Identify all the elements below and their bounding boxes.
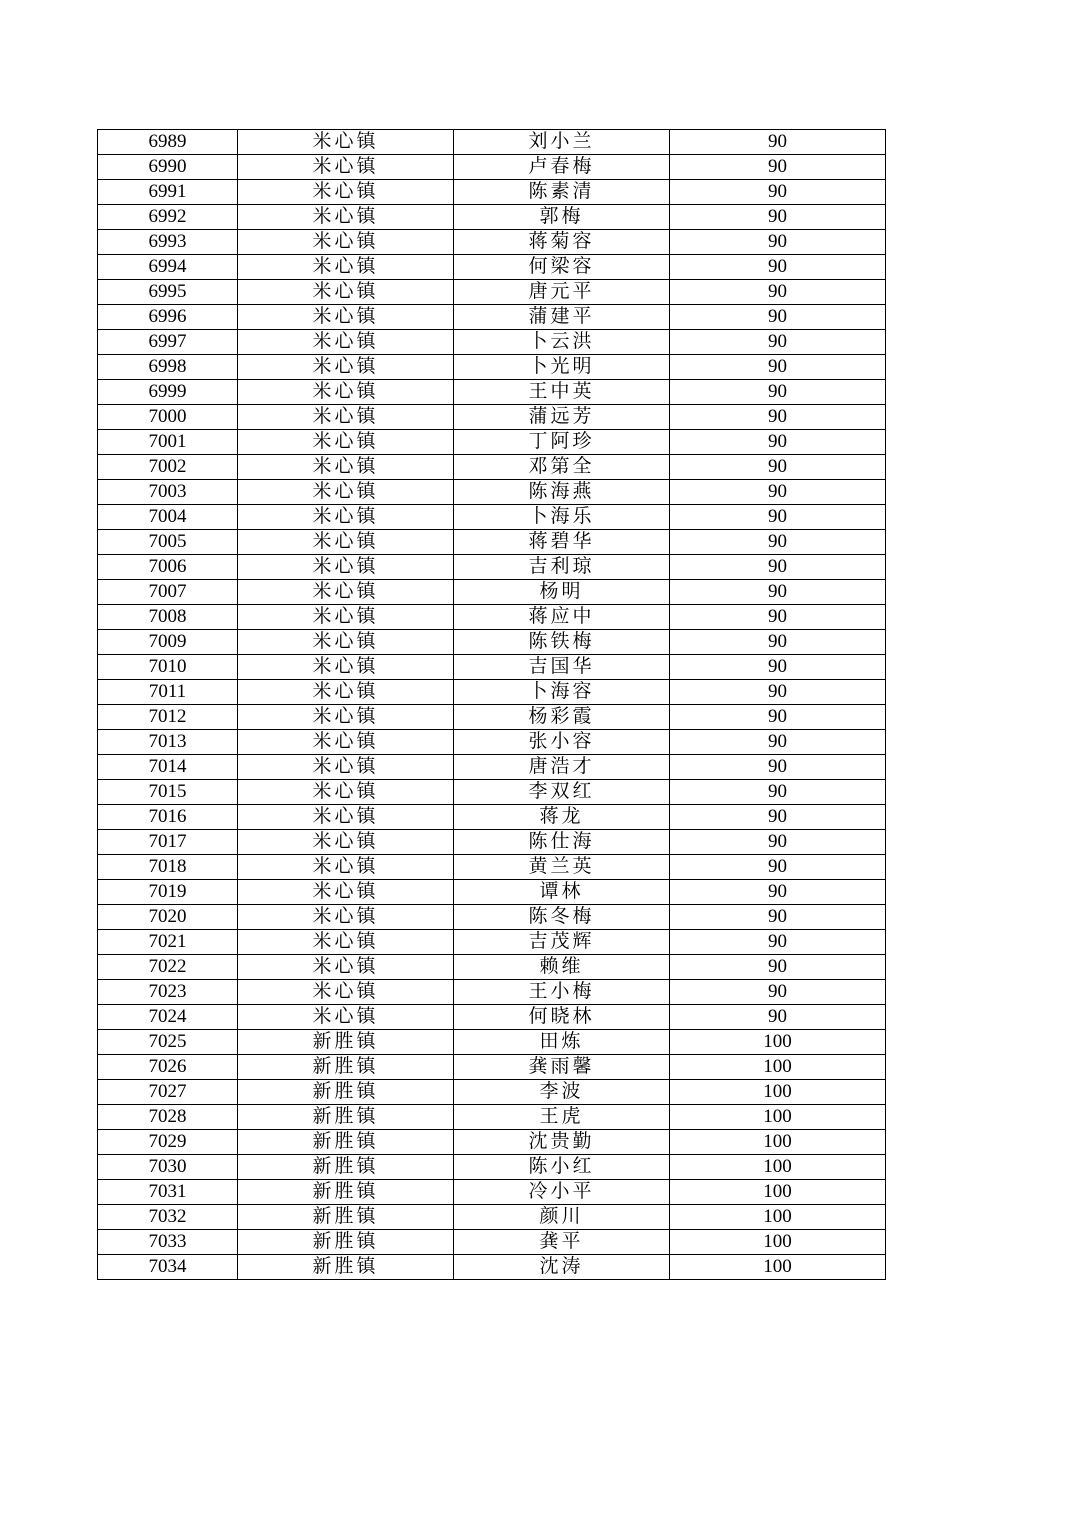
- table-row: [98, 730, 886, 755]
- town-cell: 米心镇: [238, 955, 454, 980]
- serial-number-cell: 6992: [98, 205, 238, 230]
- table-row: [98, 205, 886, 230]
- person-name-cell: 陈海燕: [454, 480, 670, 505]
- serial-number-cell: 7031: [98, 1180, 238, 1205]
- table-row: [98, 530, 886, 555]
- serial-number-cell: 6990: [98, 155, 238, 180]
- serial-number-cell: 7029: [98, 1130, 238, 1155]
- amount-cell: 90: [670, 130, 886, 155]
- person-name-cell: 蒋碧华: [454, 530, 670, 555]
- town-cell: 米心镇: [238, 530, 454, 555]
- table-row: [98, 380, 886, 405]
- amount-cell: 90: [670, 180, 886, 205]
- person-name-cell: 唐浩才: [454, 755, 670, 780]
- table-row: [98, 1055, 886, 1080]
- person-name-cell: 李双红: [454, 780, 670, 805]
- table-row: [98, 630, 886, 655]
- amount-cell: 90: [670, 1005, 886, 1030]
- person-name-cell: 沈贵勤: [454, 1130, 670, 1155]
- person-name-cell: 冷小平: [454, 1180, 670, 1205]
- amount-cell: 100: [670, 1155, 886, 1180]
- table-row: [98, 1255, 886, 1280]
- town-cell: 米心镇: [238, 455, 454, 480]
- town-cell: 米心镇: [238, 1005, 454, 1030]
- person-name-cell: 沈涛: [454, 1255, 670, 1280]
- serial-number-cell: 7022: [98, 955, 238, 980]
- person-name-cell: 唐元平: [454, 280, 670, 305]
- person-name-cell: 丁阿珍: [454, 430, 670, 455]
- amount-cell: 90: [670, 555, 886, 580]
- person-name-cell: 卜海容: [454, 680, 670, 705]
- amount-cell: 90: [670, 705, 886, 730]
- table-row: [98, 655, 886, 680]
- amount-cell: 90: [670, 630, 886, 655]
- table-row: [98, 855, 886, 880]
- data-table: [97, 129, 886, 1280]
- serial-number-cell: 7004: [98, 505, 238, 530]
- town-cell: 米心镇: [238, 805, 454, 830]
- town-cell: 新胜镇: [238, 1030, 454, 1055]
- amount-cell: 90: [670, 155, 886, 180]
- table-row: [98, 230, 886, 255]
- amount-cell: 90: [670, 455, 886, 480]
- person-name-cell: 王虎: [454, 1105, 670, 1130]
- town-cell: 米心镇: [238, 655, 454, 680]
- person-name-cell: 颜川: [454, 1205, 670, 1230]
- person-name-cell: 陈铁梅: [454, 630, 670, 655]
- table-row: [98, 455, 886, 480]
- amount-cell: 90: [670, 805, 886, 830]
- serial-number-cell: 7034: [98, 1255, 238, 1280]
- table-row: [98, 905, 886, 930]
- table-row: [98, 955, 886, 980]
- table-row: [98, 555, 886, 580]
- person-name-cell: 陈小红: [454, 1155, 670, 1180]
- town-cell: 新胜镇: [238, 1080, 454, 1105]
- serial-number-cell: 6989: [98, 130, 238, 155]
- table-row: [98, 580, 886, 605]
- person-name-cell: 卜海乐: [454, 505, 670, 530]
- person-name-cell: 蒋菊容: [454, 230, 670, 255]
- town-cell: 新胜镇: [238, 1230, 454, 1255]
- amount-cell: 90: [670, 955, 886, 980]
- serial-number-cell: 7030: [98, 1155, 238, 1180]
- table-row: [98, 1005, 886, 1030]
- town-cell: 米心镇: [238, 555, 454, 580]
- table-row: [98, 1180, 886, 1205]
- person-name-cell: 张小容: [454, 730, 670, 755]
- person-name-cell: 黄兰英: [454, 855, 670, 880]
- table-row: [98, 330, 886, 355]
- amount-cell: 90: [670, 580, 886, 605]
- person-name-cell: 王小梅: [454, 980, 670, 1005]
- serial-number-cell: 7013: [98, 730, 238, 755]
- table-body: [98, 130, 886, 1280]
- table-row: [98, 605, 886, 630]
- table-row: [98, 505, 886, 530]
- town-cell: 米心镇: [238, 480, 454, 505]
- town-cell: 米心镇: [238, 505, 454, 530]
- table-row: [98, 780, 886, 805]
- person-name-cell: 何梁容: [454, 255, 670, 280]
- town-cell: 米心镇: [238, 705, 454, 730]
- serial-number-cell: 7003: [98, 480, 238, 505]
- table-row: [98, 1230, 886, 1255]
- person-name-cell: 蒋龙: [454, 805, 670, 830]
- town-cell: 米心镇: [238, 380, 454, 405]
- person-name-cell: 蒲建平: [454, 305, 670, 330]
- table-row: [98, 305, 886, 330]
- serial-number-cell: 7017: [98, 830, 238, 855]
- amount-cell: 90: [670, 205, 886, 230]
- table-row: [98, 1130, 886, 1155]
- person-name-cell: 刘小兰: [454, 130, 670, 155]
- serial-number-cell: 6995: [98, 280, 238, 305]
- amount-cell: 90: [670, 505, 886, 530]
- amount-cell: 90: [670, 480, 886, 505]
- town-cell: 新胜镇: [238, 1105, 454, 1130]
- table-row: [98, 930, 886, 955]
- table-row: [98, 155, 886, 180]
- person-name-cell: 何晓林: [454, 1005, 670, 1030]
- table-row: [98, 405, 886, 430]
- serial-number-cell: 7000: [98, 405, 238, 430]
- serial-number-cell: 7033: [98, 1230, 238, 1255]
- town-cell: 米心镇: [238, 205, 454, 230]
- table-row: [98, 430, 886, 455]
- amount-cell: 100: [670, 1130, 886, 1155]
- amount-cell: 100: [670, 1030, 886, 1055]
- town-cell: 米心镇: [238, 855, 454, 880]
- person-name-cell: 蒲远芳: [454, 405, 670, 430]
- amount-cell: 90: [670, 655, 886, 680]
- amount-cell: 90: [670, 280, 886, 305]
- table-row: [98, 1155, 886, 1180]
- serial-number-cell: 6997: [98, 330, 238, 355]
- amount-cell: 100: [670, 1230, 886, 1255]
- serial-number-cell: 7014: [98, 755, 238, 780]
- amount-cell: 90: [670, 755, 886, 780]
- serial-number-cell: 7020: [98, 905, 238, 930]
- serial-number-cell: 7005: [98, 530, 238, 555]
- serial-number-cell: 6999: [98, 380, 238, 405]
- serial-number-cell: 7016: [98, 805, 238, 830]
- serial-number-cell: 6994: [98, 255, 238, 280]
- serial-number-cell: 7011: [98, 680, 238, 705]
- table-row: [98, 980, 886, 1005]
- serial-number-cell: 7002: [98, 455, 238, 480]
- table-row: [98, 1205, 886, 1230]
- town-cell: 米心镇: [238, 730, 454, 755]
- table-row: [98, 180, 886, 205]
- amount-cell: 90: [670, 255, 886, 280]
- amount-cell: 90: [670, 980, 886, 1005]
- person-name-cell: 卜光明: [454, 355, 670, 380]
- town-cell: 米心镇: [238, 305, 454, 330]
- town-cell: 新胜镇: [238, 1205, 454, 1230]
- town-cell: 米心镇: [238, 605, 454, 630]
- person-name-cell: 蒋应中: [454, 605, 670, 630]
- town-cell: 米心镇: [238, 930, 454, 955]
- amount-cell: 100: [670, 1080, 886, 1105]
- table-row: [98, 1030, 886, 1055]
- amount-cell: 90: [670, 530, 886, 555]
- serial-number-cell: 7006: [98, 555, 238, 580]
- person-name-cell: 吉利琼: [454, 555, 670, 580]
- town-cell: 新胜镇: [238, 1055, 454, 1080]
- person-name-cell: 龚平: [454, 1230, 670, 1255]
- town-cell: 米心镇: [238, 780, 454, 805]
- person-name-cell: 赖维: [454, 955, 670, 980]
- amount-cell: 90: [670, 380, 886, 405]
- town-cell: 米心镇: [238, 180, 454, 205]
- town-cell: 米心镇: [238, 630, 454, 655]
- person-name-cell: 陈冬梅: [454, 905, 670, 930]
- table-row: [98, 755, 886, 780]
- person-name-cell: 杨明: [454, 580, 670, 605]
- person-name-cell: 李波: [454, 1080, 670, 1105]
- amount-cell: 90: [670, 405, 886, 430]
- serial-number-cell: 7019: [98, 880, 238, 905]
- amount-cell: 90: [670, 930, 886, 955]
- town-cell: 米心镇: [238, 155, 454, 180]
- person-name-cell: 陈素清: [454, 180, 670, 205]
- serial-number-cell: 6993: [98, 230, 238, 255]
- table-row: [98, 830, 886, 855]
- table-row: [98, 805, 886, 830]
- serial-number-cell: 7026: [98, 1055, 238, 1080]
- serial-number-cell: 7032: [98, 1205, 238, 1230]
- table-row: [98, 355, 886, 380]
- town-cell: 新胜镇: [238, 1255, 454, 1280]
- serial-number-cell: 7015: [98, 780, 238, 805]
- serial-number-cell: 7028: [98, 1105, 238, 1130]
- serial-number-cell: 7024: [98, 1005, 238, 1030]
- amount-cell: 90: [670, 730, 886, 755]
- table-row: [98, 280, 886, 305]
- town-cell: 米心镇: [238, 230, 454, 255]
- serial-number-cell: 7010: [98, 655, 238, 680]
- town-cell: 米心镇: [238, 680, 454, 705]
- person-name-cell: 邓第全: [454, 455, 670, 480]
- serial-number-cell: 6998: [98, 355, 238, 380]
- person-name-cell: 谭林: [454, 880, 670, 905]
- table-row: [98, 130, 886, 155]
- serial-number-cell: 7018: [98, 855, 238, 880]
- town-cell: 米心镇: [238, 280, 454, 305]
- town-cell: 米心镇: [238, 580, 454, 605]
- serial-number-cell: 7009: [98, 630, 238, 655]
- serial-number-cell: 6991: [98, 180, 238, 205]
- amount-cell: 90: [670, 855, 886, 880]
- amount-cell: 90: [670, 430, 886, 455]
- amount-cell: 90: [670, 905, 886, 930]
- table-row: [98, 705, 886, 730]
- serial-number-cell: 7021: [98, 930, 238, 955]
- town-cell: 米心镇: [238, 830, 454, 855]
- person-name-cell: 王中英: [454, 380, 670, 405]
- table-row: [98, 1105, 886, 1130]
- town-cell: 米心镇: [238, 430, 454, 455]
- town-cell: 新胜镇: [238, 1130, 454, 1155]
- amount-cell: 90: [670, 230, 886, 255]
- amount-cell: 100: [670, 1055, 886, 1080]
- table-row: [98, 1080, 886, 1105]
- town-cell: 米心镇: [238, 130, 454, 155]
- amount-cell: 100: [670, 1255, 886, 1280]
- serial-number-cell: 6996: [98, 305, 238, 330]
- town-cell: 米心镇: [238, 255, 454, 280]
- amount-cell: 90: [670, 305, 886, 330]
- amount-cell: 90: [670, 680, 886, 705]
- amount-cell: 90: [670, 780, 886, 805]
- serial-number-cell: 7012: [98, 705, 238, 730]
- amount-cell: 100: [670, 1180, 886, 1205]
- town-cell: 新胜镇: [238, 1155, 454, 1180]
- person-name-cell: 杨彩霞: [454, 705, 670, 730]
- table-row: [98, 680, 886, 705]
- town-cell: 米心镇: [238, 755, 454, 780]
- table-row: [98, 480, 886, 505]
- serial-number-cell: 7027: [98, 1080, 238, 1105]
- person-name-cell: 陈仕海: [454, 830, 670, 855]
- person-name-cell: 卜云洪: [454, 330, 670, 355]
- amount-cell: 90: [670, 880, 886, 905]
- amount-cell: 90: [670, 330, 886, 355]
- person-name-cell: 田炼: [454, 1030, 670, 1055]
- serial-number-cell: 7023: [98, 980, 238, 1005]
- person-name-cell: 龚雨馨: [454, 1055, 670, 1080]
- amount-cell: 90: [670, 830, 886, 855]
- serial-number-cell: 7001: [98, 430, 238, 455]
- serial-number-cell: 7007: [98, 580, 238, 605]
- amount-cell: 90: [670, 355, 886, 380]
- town-cell: 米心镇: [238, 355, 454, 380]
- town-cell: 米心镇: [238, 905, 454, 930]
- town-cell: 米心镇: [238, 980, 454, 1005]
- town-cell: 新胜镇: [238, 1180, 454, 1205]
- table-row: [98, 880, 886, 905]
- table-row: [98, 255, 886, 280]
- amount-cell: 100: [670, 1105, 886, 1130]
- town-cell: 米心镇: [238, 330, 454, 355]
- amount-cell: 100: [670, 1205, 886, 1230]
- person-name-cell: 卢春梅: [454, 155, 670, 180]
- amount-cell: 90: [670, 605, 886, 630]
- person-name-cell: 郭梅: [454, 205, 670, 230]
- serial-number-cell: 7008: [98, 605, 238, 630]
- town-cell: 米心镇: [238, 880, 454, 905]
- person-name-cell: 吉国华: [454, 655, 670, 680]
- serial-number-cell: 7025: [98, 1030, 238, 1055]
- person-name-cell: 吉茂辉: [454, 930, 670, 955]
- town-cell: 米心镇: [238, 405, 454, 430]
